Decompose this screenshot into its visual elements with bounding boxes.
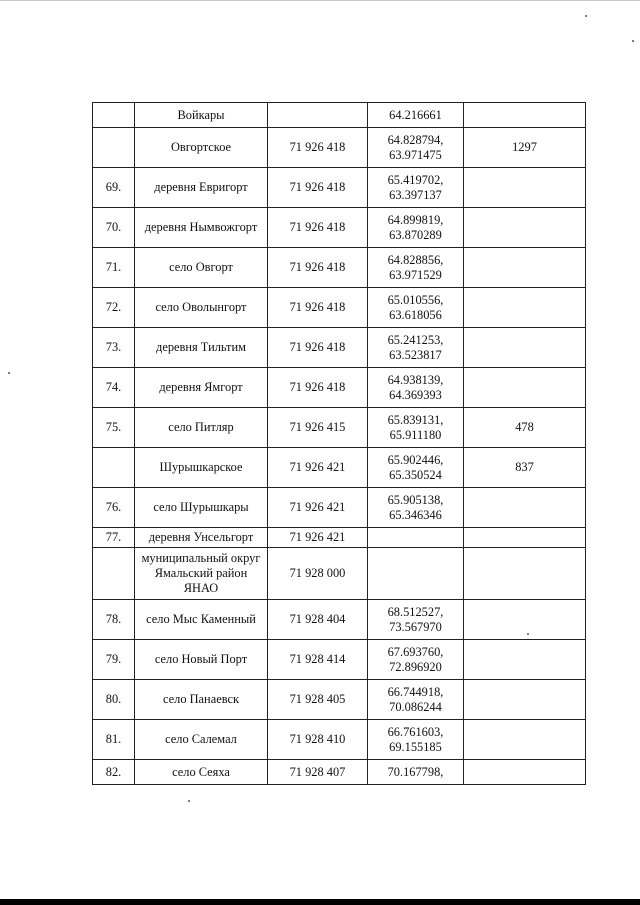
oktmo-code-cell: 71 928 410 bbox=[268, 720, 368, 760]
latitude-text: 68.512527, bbox=[387, 604, 444, 619]
oktmo-code-cell: 71 926 418 bbox=[268, 368, 368, 408]
table-row bbox=[93, 128, 586, 168]
row-number-cell: 79. bbox=[93, 640, 135, 680]
coordinates-cell bbox=[368, 600, 464, 640]
coordinates-cell bbox=[368, 488, 464, 528]
longitude-text: 65.350524 bbox=[389, 467, 442, 482]
table-row bbox=[93, 328, 586, 368]
row-number-cell: 71. bbox=[93, 248, 135, 288]
table-row bbox=[93, 168, 586, 208]
settlement-name-cell: муниципальный округ Ямальский район ЯНАО bbox=[135, 548, 268, 600]
population-cell bbox=[464, 248, 586, 288]
coordinates-cell bbox=[368, 548, 464, 600]
population-cell: 1297 bbox=[464, 128, 586, 168]
latitude-text: 65.902446, bbox=[387, 452, 444, 467]
row-number-cell bbox=[93, 548, 135, 600]
row-number-cell: 70. bbox=[93, 208, 135, 248]
settlement-name-cell: село Салемал bbox=[135, 720, 268, 760]
table-row bbox=[93, 208, 586, 248]
coordinates-cell bbox=[368, 760, 464, 785]
table-row bbox=[93, 680, 586, 720]
oktmo-code-cell: 71 928 407 bbox=[268, 760, 368, 785]
settlement-name-cell: село Овгорт bbox=[135, 248, 268, 288]
coordinates-cell bbox=[368, 528, 464, 548]
coordinates-cell bbox=[368, 208, 464, 248]
row-number-cell bbox=[93, 448, 135, 488]
population-cell bbox=[464, 720, 586, 760]
scan-speck bbox=[188, 800, 190, 802]
settlement-name-cell: село Оволынгорт bbox=[135, 288, 268, 328]
population-cell bbox=[464, 168, 586, 208]
row-number-cell: 80. bbox=[93, 680, 135, 720]
table-row bbox=[93, 103, 586, 128]
settlement-name-cell: село Мыс Каменный bbox=[135, 600, 268, 640]
coordinates-cell bbox=[368, 408, 464, 448]
row-number-cell: 74. bbox=[93, 368, 135, 408]
oktmo-code-cell: 71 928 000 bbox=[268, 548, 368, 600]
longitude-text: 73.567970 bbox=[389, 619, 442, 634]
coordinates-cell bbox=[368, 168, 464, 208]
coordinates-cell bbox=[368, 103, 464, 128]
coordinates-cell bbox=[368, 368, 464, 408]
latitude-text: 64.899819, bbox=[387, 212, 444, 227]
settlement-name-cell: деревня Ямгорт bbox=[135, 368, 268, 408]
table-row bbox=[93, 248, 586, 288]
longitude-text: 63.397137 bbox=[389, 187, 442, 202]
latitude-text: 65.839131, bbox=[387, 412, 444, 427]
longitude-text: 70.086244 bbox=[389, 699, 442, 714]
row-number-cell: 82. bbox=[93, 760, 135, 785]
oktmo-code-cell: 71 928 404 bbox=[268, 600, 368, 640]
row-number-cell: 77. bbox=[93, 528, 135, 548]
oktmo-code-cell: 71 926 415 bbox=[268, 408, 368, 448]
settlement-name-cell: село Сеяха bbox=[135, 760, 268, 785]
latitude-text: 65.010556, bbox=[387, 292, 444, 307]
population-cell: 478 bbox=[464, 408, 586, 448]
latitude-text: 64.216661 bbox=[389, 107, 442, 122]
population-cell bbox=[464, 680, 586, 720]
coordinates-cell bbox=[368, 288, 464, 328]
table-row bbox=[93, 488, 586, 528]
table-row bbox=[93, 368, 586, 408]
settlements-table bbox=[92, 102, 586, 785]
latitude-text: 64.828856, bbox=[387, 252, 444, 267]
oktmo-code-cell: 71 926 418 bbox=[268, 168, 368, 208]
table-row bbox=[93, 448, 586, 488]
oktmo-code-cell: 71 926 418 bbox=[268, 128, 368, 168]
page-top-edge bbox=[0, 0, 640, 1]
row-number-cell: 76. bbox=[93, 488, 135, 528]
latitude-text: 66.744918, bbox=[387, 684, 444, 699]
longitude-text: 63.870289 bbox=[389, 227, 442, 242]
latitude-text: 65.905138, bbox=[387, 492, 444, 507]
oktmo-code-cell: 71 928 405 bbox=[268, 680, 368, 720]
table-row bbox=[93, 640, 586, 680]
oktmo-code-cell: 71 926 418 bbox=[268, 288, 368, 328]
row-number-cell: 73. bbox=[93, 328, 135, 368]
coordinates-cell bbox=[368, 640, 464, 680]
population-cell bbox=[464, 208, 586, 248]
population-cell bbox=[464, 528, 586, 548]
population-cell bbox=[464, 600, 586, 640]
settlements-table-body bbox=[93, 103, 586, 785]
population-cell bbox=[464, 328, 586, 368]
coordinates-cell bbox=[368, 248, 464, 288]
oktmo-code-cell: 71 926 418 bbox=[268, 328, 368, 368]
latitude-text: 70.167798, bbox=[387, 764, 444, 779]
population-cell bbox=[464, 288, 586, 328]
latitude-text: 65.241253, bbox=[387, 332, 444, 347]
row-number-cell: 69. bbox=[93, 168, 135, 208]
latitude-text: 64.828794, bbox=[387, 132, 444, 147]
settlement-name-cell: село Панаевск bbox=[135, 680, 268, 720]
longitude-text: 63.523817 bbox=[389, 347, 442, 362]
latitude-text: 65.419702, bbox=[387, 172, 444, 187]
coordinates-cell bbox=[368, 720, 464, 760]
settlement-name-cell: село Шурышкары bbox=[135, 488, 268, 528]
settlement-name-cell: деревня Нымвожгорт bbox=[135, 208, 268, 248]
oktmo-code-cell: 71 926 418 bbox=[268, 208, 368, 248]
row-number-cell bbox=[93, 103, 135, 128]
longitude-text: 72.896920 bbox=[389, 659, 442, 674]
longitude-text: 63.971529 bbox=[389, 267, 442, 282]
scan-speck bbox=[8, 372, 10, 374]
oktmo-code-cell: 71 926 418 bbox=[268, 248, 368, 288]
oktmo-code-cell: 71 926 421 bbox=[268, 448, 368, 488]
longitude-text: 65.346346 bbox=[389, 507, 442, 522]
settlement-name-cell: деревня Евригорт bbox=[135, 168, 268, 208]
latitude-text: 64.938139, bbox=[387, 372, 444, 387]
settlement-name-cell: Войкары bbox=[135, 103, 268, 128]
longitude-text: 69.155185 bbox=[389, 739, 442, 754]
row-number-cell: 75. bbox=[93, 408, 135, 448]
coordinates-cell bbox=[368, 680, 464, 720]
row-number-cell: 78. bbox=[93, 600, 135, 640]
table-row bbox=[93, 760, 586, 785]
settlement-name-cell: Овгортское bbox=[135, 128, 268, 168]
longitude-text: 63.618056 bbox=[389, 307, 442, 322]
oktmo-code-cell: 71 926 421 bbox=[268, 528, 368, 548]
population-cell: 837 bbox=[464, 448, 586, 488]
table-row bbox=[93, 288, 586, 328]
oktmo-code-cell bbox=[268, 103, 368, 128]
population-cell bbox=[464, 548, 586, 600]
coordinates-cell bbox=[368, 448, 464, 488]
population-cell bbox=[464, 103, 586, 128]
page-bottom-edge bbox=[0, 899, 640, 905]
row-number-cell: 72. bbox=[93, 288, 135, 328]
latitude-text: 66.761603, bbox=[387, 724, 444, 739]
table-row bbox=[93, 408, 586, 448]
longitude-text: 65.911180 bbox=[389, 427, 442, 442]
table-row bbox=[93, 548, 586, 600]
table-row bbox=[93, 600, 586, 640]
row-number-cell bbox=[93, 128, 135, 168]
longitude-text: 64.369393 bbox=[389, 387, 442, 402]
population-cell bbox=[464, 488, 586, 528]
row-number-cell: 81. bbox=[93, 720, 135, 760]
scan-speck bbox=[585, 15, 587, 17]
latitude-text: 67.693760, bbox=[387, 644, 444, 659]
scan-speck bbox=[632, 40, 634, 42]
settlement-name-cell: деревня Унсельгорт bbox=[135, 528, 268, 548]
coordinates-cell bbox=[368, 128, 464, 168]
population-cell bbox=[464, 760, 586, 785]
coordinates-cell bbox=[368, 328, 464, 368]
longitude-text: 63.971475 bbox=[389, 147, 442, 162]
settlement-name-cell: село Новый Порт bbox=[135, 640, 268, 680]
oktmo-code-cell: 71 928 414 bbox=[268, 640, 368, 680]
population-cell bbox=[464, 640, 586, 680]
settlement-name-cell: деревня Тильтим bbox=[135, 328, 268, 368]
settlement-name-cell: село Питляр bbox=[135, 408, 268, 448]
settlement-name-cell: Шурышкарское bbox=[135, 448, 268, 488]
population-cell bbox=[464, 368, 586, 408]
table-row bbox=[93, 720, 586, 760]
oktmo-code-cell: 71 926 421 bbox=[268, 488, 368, 528]
table-row bbox=[93, 528, 586, 548]
